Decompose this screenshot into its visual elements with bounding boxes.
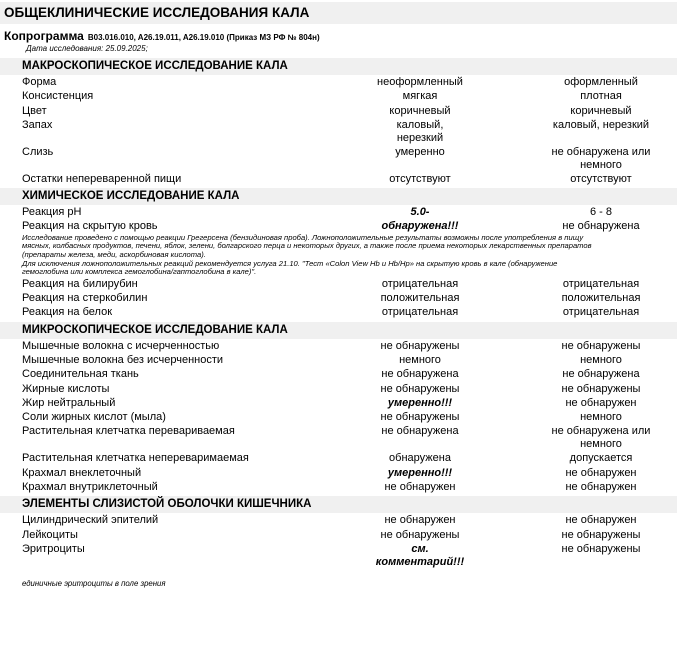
test-name: Соли жирных кислот (мыла) xyxy=(22,411,166,424)
result-value: отсутствуют xyxy=(389,172,451,185)
result-value: коричневый xyxy=(389,104,451,117)
test-name: Крахмал внеклеточный xyxy=(22,466,142,479)
reference-value: не обнаружены xyxy=(561,339,641,352)
result-value: умеренно!!! xyxy=(387,466,453,479)
reference-value: не обнаружены xyxy=(561,528,641,541)
result-row xyxy=(0,367,677,381)
result-value: мягкая xyxy=(402,90,438,103)
result-value: немного xyxy=(399,353,441,366)
result-row xyxy=(0,305,677,319)
result-row xyxy=(0,339,677,353)
test-name: Консистенция xyxy=(22,90,94,103)
result-row xyxy=(0,104,677,118)
reference-value: отсутствуют xyxy=(570,172,632,185)
method-note: мясных, колбасных продуктов, печени, яблок, зелени, болгарского перца и некоторых других, а также после приема некоторых лекарственных препаратов xyxy=(22,242,592,251)
result-row xyxy=(0,219,677,233)
result-value: не обнаружены xyxy=(380,339,460,352)
result-value: не обнаружена xyxy=(381,368,459,381)
result-row xyxy=(0,513,677,527)
reference-value: отрицательная xyxy=(562,306,640,319)
result-row xyxy=(0,277,677,291)
test-name: Цвет xyxy=(22,104,47,117)
program-name: Копрограмма xyxy=(4,29,84,43)
test-name: Соединительная ткань xyxy=(22,368,139,381)
test-name: Реакция на стеркобилин xyxy=(22,292,148,305)
reference-value: 6 - 8 xyxy=(589,206,612,219)
test-name: Реакция на билирубин xyxy=(22,277,138,290)
results xyxy=(0,58,677,569)
reference-value: не обнаружен xyxy=(565,514,637,527)
result-row xyxy=(0,172,677,186)
reference-value: не обнаружена или немного xyxy=(551,425,651,451)
reference-value: не обнаружен xyxy=(565,466,637,479)
reference-value: положительная xyxy=(561,292,641,305)
test-name: Лейкоциты xyxy=(22,528,78,541)
result-value: не обнаружены xyxy=(380,528,460,541)
reference-value: отрицательная xyxy=(562,277,640,290)
result-row xyxy=(0,353,677,367)
result-row xyxy=(0,89,677,103)
result-value: отрицательная xyxy=(381,277,459,290)
result-value: не обнаружены xyxy=(380,382,460,395)
result-row xyxy=(0,480,677,494)
reference-value: оформленный xyxy=(564,76,638,88)
result-row xyxy=(0,466,677,480)
result-row xyxy=(0,542,677,569)
result-row xyxy=(0,396,677,410)
result-value: каловый, нерезкий xyxy=(396,118,444,144)
page-title: ОБЩЕКЛИНИЧЕСКИЕ ИССЛЕДОВАНИЯ КАЛА xyxy=(0,2,677,24)
reference-value: каловый, нерезкий xyxy=(552,118,650,131)
test-name: Цилиндрический эпителий xyxy=(22,514,159,527)
test-name: Форма xyxy=(22,76,57,88)
result-row xyxy=(0,451,677,465)
program-header xyxy=(0,24,677,43)
test-name: Растительная клетчатка непереваримаемая xyxy=(22,452,249,465)
test-name: Мышечные волокна без исчерченности xyxy=(22,353,224,366)
result-row xyxy=(0,382,677,396)
result-value: обнаружена!!! xyxy=(381,220,459,233)
result-row xyxy=(0,75,677,89)
reference-value: допускается xyxy=(569,452,633,465)
result-value: не обнаружен xyxy=(384,514,456,527)
result-row xyxy=(0,205,677,219)
result-value: 5.0- xyxy=(410,206,430,219)
test-name: Крахмал внутриклеточный xyxy=(22,481,158,494)
test-name: Жир нейтральный xyxy=(22,396,116,409)
result-value: положительная xyxy=(380,292,460,305)
result-row xyxy=(0,291,677,305)
section-title: МИКРОСКОПИЧЕСКОЕ ИССЛЕДОВАНИЕ КАЛА xyxy=(0,322,677,339)
result-value: умеренно!!! xyxy=(387,396,453,409)
method-note: Исследование проведено с помощью реакции Грегерсена (бензидиновая проба). Ложноположительные результаты возможны после употребления в пищу xyxy=(22,233,584,242)
reference-value: немного xyxy=(580,353,622,366)
result-value: обнаружена xyxy=(389,452,451,465)
method-note: (препараты железа, меди, аскорбиновая кислота). xyxy=(22,250,206,259)
reference-value: не обнаружен xyxy=(565,396,637,409)
test-name: Запах xyxy=(22,118,53,131)
result-value: неоформленный xyxy=(377,76,463,88)
reference-value: не обнаружены xyxy=(561,382,641,395)
result-row xyxy=(0,528,677,542)
reference-value: не обнаружены xyxy=(561,542,641,555)
test-name: Мышечные волокна с исчерченностью xyxy=(22,339,220,352)
test-name: Реакция на белок xyxy=(22,306,113,319)
reference-value: немного xyxy=(580,411,622,424)
test-name: Реакция на скрытую кровь xyxy=(22,220,158,233)
test-name: Реакция pH xyxy=(22,206,82,219)
test-name: Остатки непереваренной пищи xyxy=(22,172,182,185)
result-value: не обнаружен xyxy=(384,481,456,494)
test-name: Слизь xyxy=(22,145,54,158)
reference-value: не обнаружена xyxy=(562,220,640,233)
result-row xyxy=(0,424,677,451)
footnote: единичные эритроциты в поле зрения xyxy=(22,578,166,588)
reference-value: плотная xyxy=(580,90,622,103)
result-row xyxy=(0,118,677,145)
section-title: ЭЛЕМЕНТЫ СЛИЗИСТОЙ ОБОЛОЧКИ КИШЕЧНИКА xyxy=(0,496,677,513)
result-value: не обнаружена xyxy=(381,425,459,438)
program-codes: B03.016.010, A26.19.011, A26.19.010 (Приказ МЗ РФ № 804н) xyxy=(87,33,320,42)
study-date: Дата исследования: 25.09.2025; xyxy=(26,44,148,53)
test-name: Жирные кислоты xyxy=(22,382,110,395)
section-title: МАКРОСКОПИЧЕСКОЕ ИССЛЕДОВАНИЕ КАЛА xyxy=(0,58,677,75)
result-value: не обнаружены xyxy=(380,411,460,424)
result-row xyxy=(0,145,677,172)
test-name: Эритроциты xyxy=(22,542,85,555)
method-note: гемоглобина или комплекса гемоглобина/гаптоглобина в кале)". xyxy=(22,268,257,277)
reference-value: не обнаружена xyxy=(562,368,640,381)
result-value: умеренно xyxy=(395,145,445,158)
method-note: Для исключения ложноположительных реакций рекомендуется услуга 21.10. "Тест «Colon View Hb и Hb/Hp» на скрытую кровь в кале (обнаружение xyxy=(22,259,558,268)
result-value: см. комментарий!!! xyxy=(375,542,465,568)
reference-value: не обнаружена или немного xyxy=(551,145,651,171)
section-title: ХИМИЧЕСКОЕ ИССЛЕДОВАНИЕ КАЛА xyxy=(0,188,677,205)
test-name: Растительная клетчатка перевариваемая xyxy=(22,425,235,438)
reference-value: не обнаружен xyxy=(565,481,637,494)
result-value: отрицательная xyxy=(381,306,459,319)
reference-value: коричневый xyxy=(570,104,632,117)
result-row xyxy=(0,410,677,424)
